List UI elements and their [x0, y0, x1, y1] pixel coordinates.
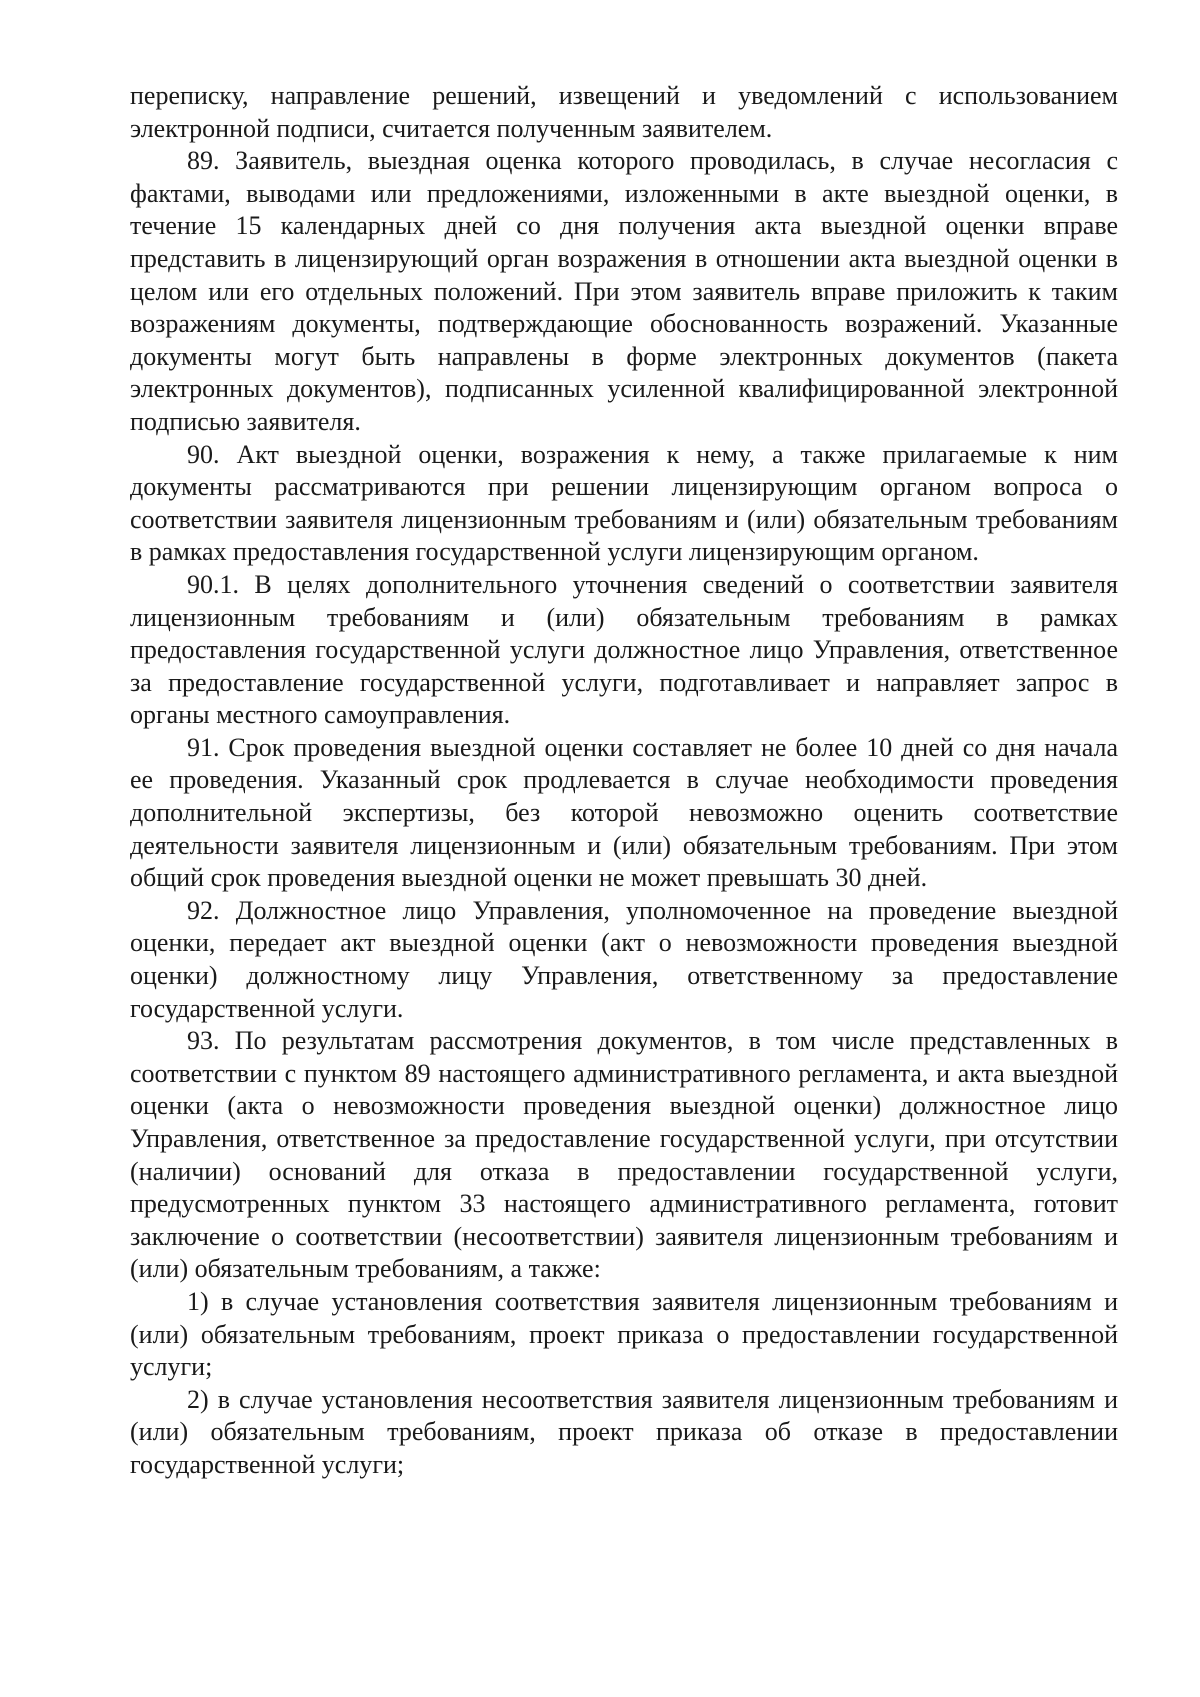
list-item-2: 2) в случае установления несоответствия заявителя лицензионным требованиям и (или) обязательным требованиям, проект приказа об отказе в предоставлении государственной услуги; [130, 1384, 1118, 1479]
paragraph-92: 92. Должностное лицо Управления, уполномоченное на проведение выездной оценки, передает акт выездной оценки (акт о невозможности проведения выездной оценки) должностному лицу Управления, ответственному за предоставление государственной услуги. [130, 895, 1118, 1023]
paragraph-continuation: переписку, направление решений, извещений и уведомлений с использованием электронной подписи, считается полученным заявителем. [130, 81, 1118, 143]
paragraph-93: 93. По результатам рассмотрения документов, в том числе представленных в соответствии с пунктом 89 настоящего административного регламента, и акта выездной оценки (акта о невозможности проведения выездной оценки) должностное лицо Управления, ответственное за предоставление государственной услуги, при отсутствии (наличии) оснований для отказа в предоставлении государственной услуги, предусмотренных пунктом 33 настоящего административного регламента, готовит заключение о соответствии (несоответствии) заявителя лицензионным требованиям и (или) обязательным требованиям, а также: [130, 1026, 1118, 1284]
paragraph-90: 90. Акт выездной оценки, возражения к нему, а также прилагаемые к ним документы рассматриваются при решении лицензирующим органом вопроса о соответствии заявителя лицензионным требованиям и (или) обязательным требованиям в рамках предоставления государственной услуги лицензирующим органом. [130, 439, 1118, 567]
document-page [130, 80, 1118, 1482]
paragraph-89: 89. Заявитель, выездная оценка которого проводилась, в случае несогласия с фактами, выводами или предложениями, изложенными в акте выездной оценки, в течение 15 календарных дней со дня получения акта выездной оценки вправе представить в лицензирующий орган возражения в отношении акта выездной оценки в целом или его отдельных положений. При этом заявитель вправе приложить к таким возражениям документы, подтверждающие обоснованность возражений. Указанные документы могут быть направлены в форме электронных документов (пакета электронных документов), подписанных усиленной квалифицированной электронной подписью заявителя. [130, 146, 1118, 436]
paragraph-90-1: 90.1. В целях дополнительного уточнения сведений о соответствии заявителя лицензионным требованиям и (или) обязательным требованиям в рамках предоставления государственной услуги должностное лицо Управления, ответственное за предоставление государственной услуги, подготавливает и направляет запрос в органы местного самоуправления. [130, 569, 1118, 730]
list-item-1: 1) в случае установления соответствия заявителя лицензионным требованиям и (или) обязательным требованиям, проект приказа о предоставлении государственной услуги; [130, 1286, 1118, 1382]
paragraph-91: 91. Срок проведения выездной оценки составляет не более 10 дней со дня начала ее проведения. Указанный срок продлевается в случае необходимости проведения дополнительной экспертизы, без которой невозможно оценить соответствие деятельности заявителя лицензионным и (или) обязательным требованиям. При этом общий срок проведения выездной оценки не может превышать 30 дней. [130, 732, 1118, 893]
